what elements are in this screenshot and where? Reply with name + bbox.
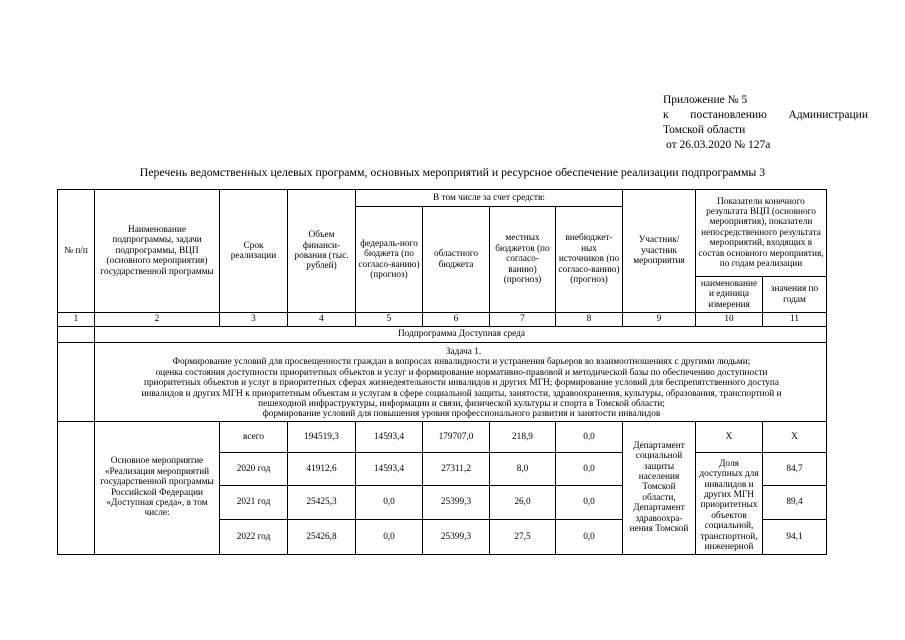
- column-number: 3: [220, 313, 288, 327]
- header-regional: областного бюджета: [423, 207, 490, 313]
- indicator-value-cell: Х: [763, 421, 827, 452]
- column-number: 1: [58, 313, 95, 327]
- appendix-line-3: Томской области: [663, 124, 746, 136]
- appendix-line-4: от 26.03.2020 № 127а: [666, 139, 771, 151]
- subprogram-title: Подпрограмма Доступная среда: [95, 327, 827, 343]
- appendix-word: постановлению: [690, 109, 767, 121]
- column-number-row: [58, 313, 827, 327]
- regional-cell: 179707,0: [423, 421, 490, 452]
- header-row-1: [58, 190, 827, 207]
- header-offbudget: внебюджет-ных источников (по согласо-ванию) (прогноз): [556, 207, 623, 313]
- column-number: 11: [763, 313, 827, 327]
- header-sources-group: В том числе за счет средств:: [356, 190, 623, 207]
- empty-cell: [58, 421, 95, 554]
- task-title: Задача 1.: [445, 347, 482, 357]
- column-number: 7: [490, 313, 556, 327]
- task-line: Формирование условий для просвещенности граждан в вопросах инвалидности и устранения барьеров во взаимоотношениях с другими людьми;: [172, 357, 751, 368]
- offbudget-cell: 0,0: [556, 452, 623, 485]
- header-federal: федераль-ного бюджета (по согласо-ванию) (прогноз): [356, 207, 423, 313]
- header-participant: Участник/ участник мероприятия: [623, 190, 696, 313]
- header-indicator-value: значения по годам: [763, 277, 827, 313]
- column-number: 4: [288, 313, 356, 327]
- header-indicators-group: Показатели конечного результата ВЦП (основного мероприятия), показатели непосредственного результата мероприятий, входящих в состав основного мероприятия, по годам реализации: [696, 190, 827, 277]
- task-cell: [95, 343, 827, 422]
- volume-cell: 25426,8: [288, 520, 356, 554]
- federal-cell: 14593,4: [356, 452, 423, 485]
- header-volume: Объем финанси-рования (тыс. рублей): [288, 190, 356, 313]
- column-number: 5: [356, 313, 423, 327]
- header-indicator-name: наименование и единица измерения: [696, 277, 763, 313]
- program-table: [57, 189, 827, 555]
- participant-cell: Департамент социальной защиты населения Томской области, Департамент здравоохра-нения Томской: [623, 421, 696, 554]
- header-local: местных бюджетов (по согласо-ванию) (прогноз): [490, 207, 556, 313]
- table-row: [58, 421, 827, 452]
- term-cell: 2021 год: [220, 486, 288, 520]
- appendix-line-1: Приложение № 5: [663, 94, 748, 106]
- main-measure-name: Основное мероприятие «Реализация мероприятий государственной программы Российской Федерации «Доступная среда», в том числе:: [95, 421, 220, 554]
- offbudget-cell: 0,0: [556, 421, 623, 452]
- term-cell: всего: [220, 421, 288, 452]
- task-line: формирование условий для повышения уровня профессионального развития и занятости инвалидов: [262, 409, 661, 420]
- appendix-word: к: [663, 109, 669, 121]
- volume-cell: 194519,3: [288, 421, 356, 452]
- offbudget-cell: 0,0: [556, 486, 623, 520]
- task-line: приоритетных объектов и услуг в приоритетных сферах жизнедеятельности инвалидов и других МГН; формирование условий для беспрепятственного доступа: [143, 378, 780, 389]
- task-line: оценка состояния доступности приоритетных объектов и услуг и формирование нормативно-правовой и методической базы по обеспечению доступности: [155, 367, 768, 378]
- local-cell: 218,9: [490, 421, 556, 452]
- volume-cell: 25425,3: [288, 486, 356, 520]
- column-number: 8: [556, 313, 623, 327]
- task-line: инвалидов и других МГН к приоритетным объектам и услугам в сфере социальной защиты, занятости, здравоохранения, культуры, образования, транспортной и: [141, 388, 782, 399]
- task-row: [58, 343, 827, 422]
- appendix-word: Администрации: [788, 109, 868, 121]
- indicator-value-cell: 94,1: [763, 520, 827, 554]
- appendix-block: [663, 93, 873, 153]
- regional-cell: 25399,3: [423, 486, 490, 520]
- header-num: № п/п: [58, 190, 95, 313]
- federal-cell: 14593,4: [356, 421, 423, 452]
- document-title: Перечень ведомственных целевых программ, основных мероприятий и ресурсное обеспечение реализации подпрограммы 3: [139, 165, 766, 179]
- column-number: 6: [423, 313, 490, 327]
- appendix-line-2: [663, 108, 868, 123]
- header-term: Срок реализации: [220, 190, 288, 313]
- indicator-value-cell: 84,7: [763, 452, 827, 485]
- indicator-value-cell: 89,4: [763, 486, 827, 520]
- column-number: 10: [696, 313, 763, 327]
- term-cell: 2022 год: [220, 520, 288, 554]
- task-line: пешеходной инфраструктуры, информации и связи, физической культуры и спорта в Томской области;: [258, 399, 665, 410]
- volume-cell: 41912,6: [288, 452, 356, 485]
- header-name: Наименование подпрограммы, задачи подпрограммы, ВЦП (основного мероприятия) государственной программы: [95, 190, 220, 313]
- local-cell: 26,0: [490, 486, 556, 520]
- offbudget-cell: 0,0: [556, 520, 623, 554]
- indicator-name-cell: Доля доступных для инвалидов и других МГН приоритетных объектов социальной, транспортной, инженерной: [696, 452, 763, 554]
- subprogram-row: [58, 327, 827, 343]
- federal-cell: 0,0: [356, 486, 423, 520]
- column-number: 2: [95, 313, 220, 327]
- column-number: 9: [623, 313, 696, 327]
- local-cell: 27,5: [490, 520, 556, 554]
- federal-cell: 0,0: [356, 520, 423, 554]
- local-cell: 8,0: [490, 452, 556, 485]
- regional-cell: 25399,3: [423, 520, 490, 554]
- indicator-name-total: Х: [696, 421, 763, 452]
- regional-cell: 27311,2: [423, 452, 490, 485]
- empty-cell: [58, 343, 95, 422]
- term-cell: 2020 год: [220, 452, 288, 485]
- empty-cell: [58, 327, 95, 343]
